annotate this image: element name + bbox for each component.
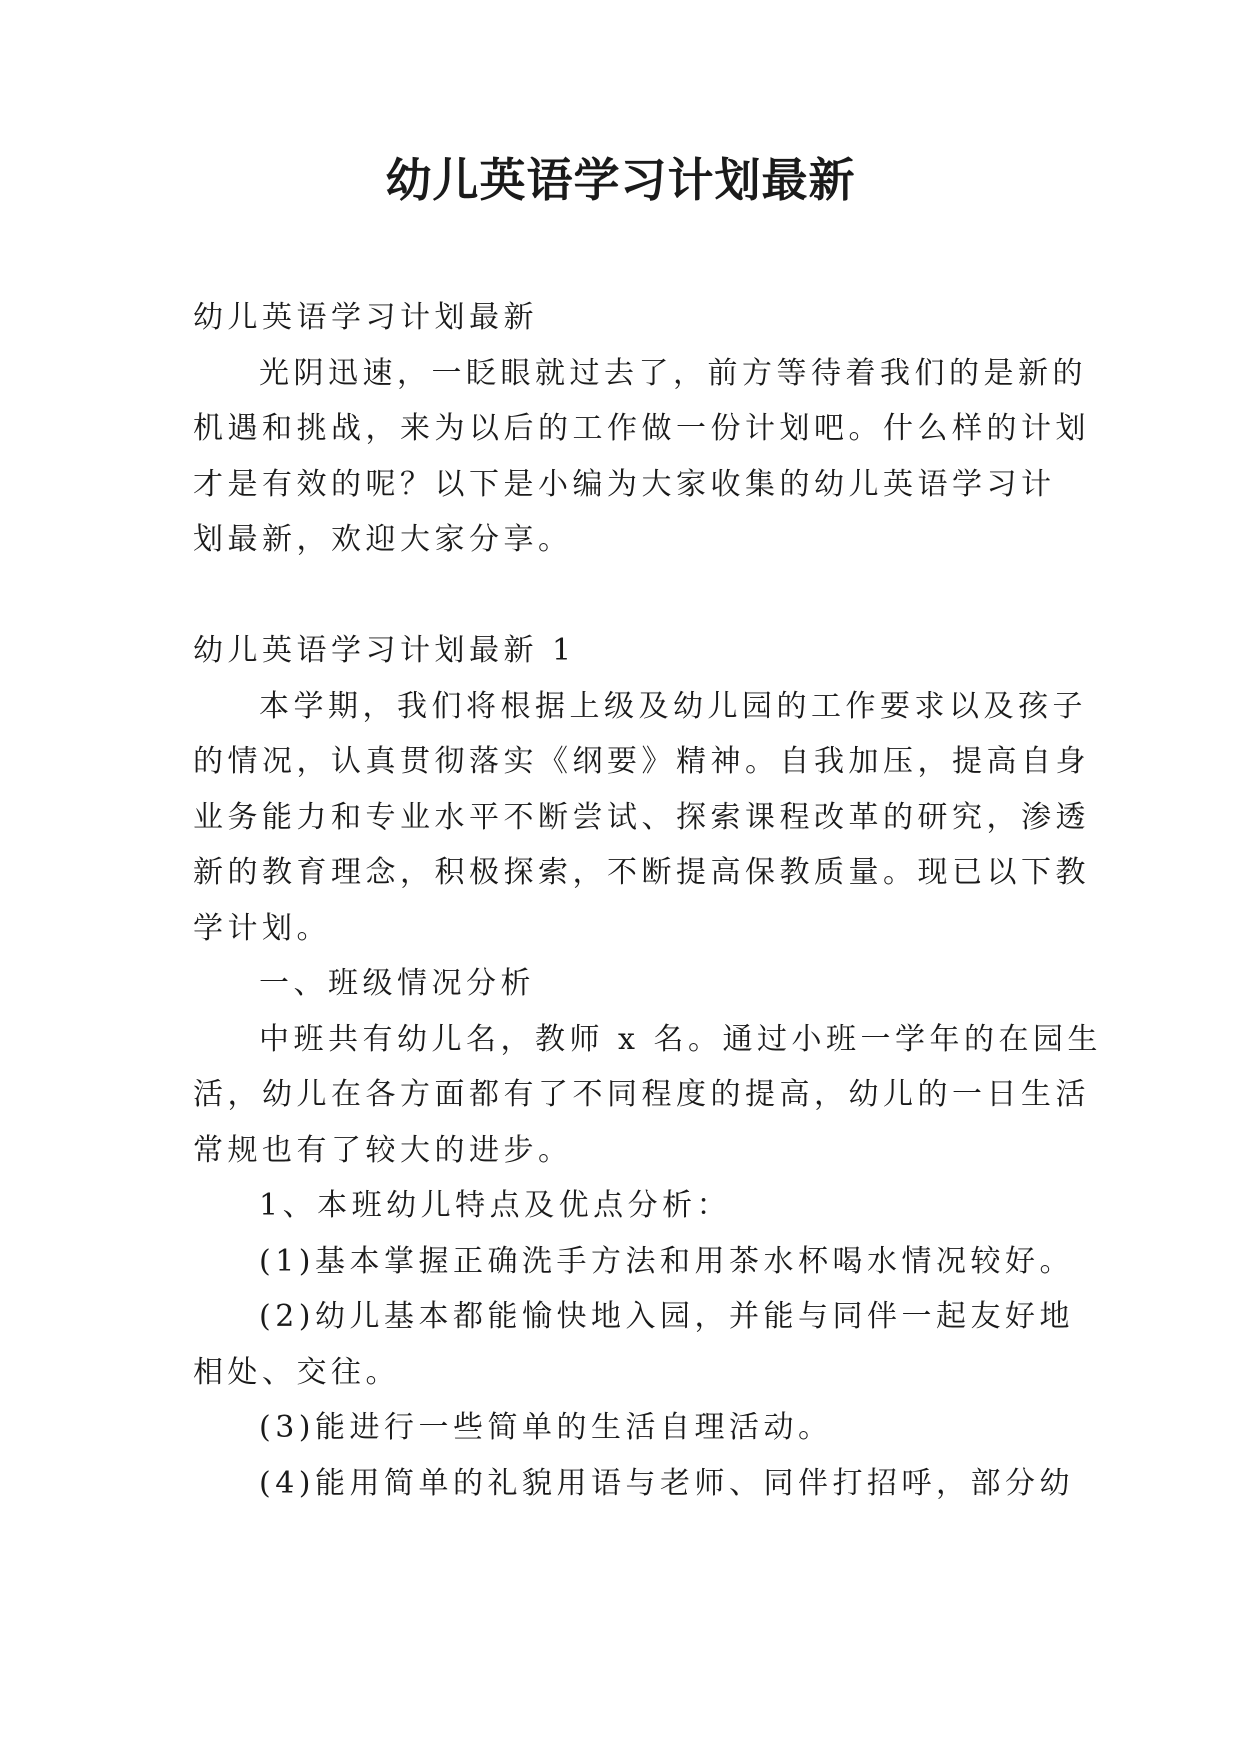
paragraph-line: 常规也有了较大的进步。 (193, 1132, 573, 1168)
paragraph-line: 学计划。 (193, 910, 331, 946)
paragraph-line: 本学期，我们将根据上级及幼儿园的工作要求以及孩子 (259, 688, 1087, 724)
paragraph-line: 光阴迅速，一眨眼就过去了，前方等待着我们的是新的 (259, 355, 1087, 391)
paragraph-line: 的情况，认真贯彻落实《纲要》精神。自我加压，提高自身 (193, 744, 1090, 779)
paragraph-line: 活，幼儿在各方面都有了不同程度的提高，幼儿的一日生活 (193, 1077, 1090, 1112)
paragraph-line: (3)能进行一些简单的生活自理活动。 (259, 1410, 833, 1445)
paragraph-line: (2)幼儿基本都能愉快地入园，并能与同伴一起友好地 (259, 1299, 1074, 1334)
paragraph-line: (4)能用简单的礼貌用语与老师、同伴打招呼，部分幼 (259, 1465, 1074, 1501)
paragraph-line: 中班共有幼儿名，教师 x 名。通过小班一学年的在园生 (259, 1021, 1102, 1057)
document-title: 幼儿英语学习计划最新 (385, 153, 856, 207)
paragraph-line: 机遇和挑战，来为以后的工作做一份计划吧。什么样的计划 (193, 411, 1090, 446)
paragraph-line: 1、本班幼儿特点及优点分析： (259, 1188, 732, 1223)
paragraph-line: 划最新，欢迎大家分享。 (193, 522, 573, 557)
paragraph-line: 幼儿英语学习计划最新 1 (193, 633, 576, 668)
paragraph-line: 幼儿英语学习计划最新 (193, 300, 538, 335)
paragraph-line: (1)基本掌握正确洗手方法和用茶水杯喝水情况较好。 (259, 1243, 1074, 1279)
document-body (193, 290, 1102, 1511)
paragraph-line: 相处、交往。 (193, 1354, 400, 1390)
paragraph-line: 一、班级情况分析 (259, 966, 535, 1001)
paragraph-line: 才是有效的呢？以下是小编为大家收集的幼儿英语学习计 (193, 466, 1056, 502)
paragraph-line: 业务能力和专业水平不断尝试、探索课程改革的研究，渗透 (193, 799, 1090, 835)
paragraph-line: 新的教育理念，积极探索，不断提高保教质量。现已以下教 (193, 855, 1090, 890)
blank-line (193, 568, 1053, 624)
